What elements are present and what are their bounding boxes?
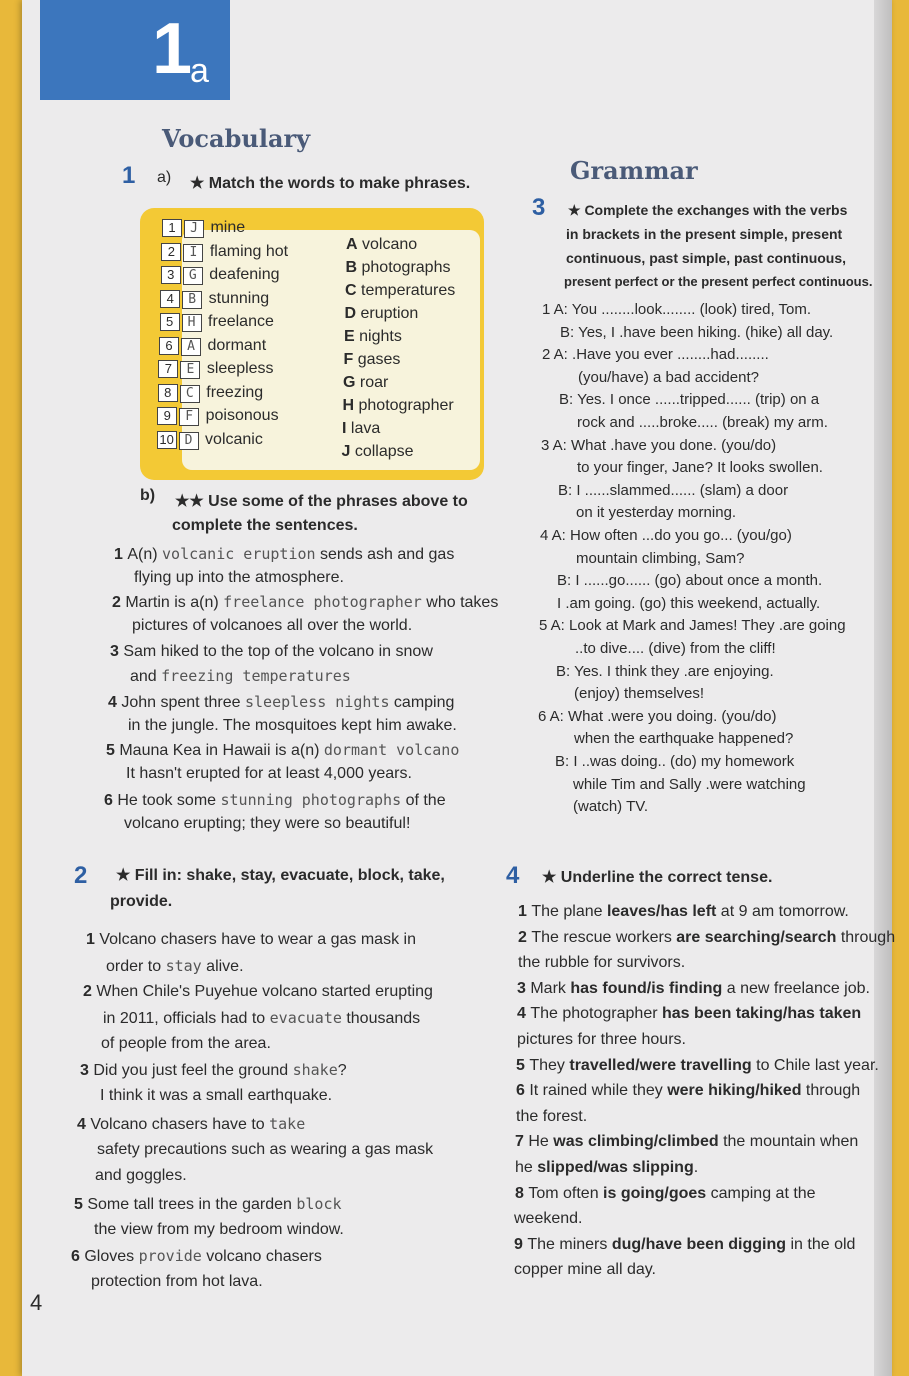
- match-word: eruption: [356, 305, 419, 322]
- exercise-2-line: [100, 1084, 332, 1108]
- exercise-4-number: 4: [506, 862, 520, 889]
- item-text: the rubble for survivors.: [518, 954, 686, 972]
- match-word: lava: [346, 420, 381, 437]
- handwritten-answer: shake: [292, 1061, 338, 1079]
- tense-choice: were hiking/hiked: [667, 1082, 802, 1100]
- sentence-text: Sam hiked to the top of the volcano in snow: [123, 643, 433, 660]
- exercise-3-instruction-2: in brackets in the present simple, present: [566, 226, 843, 242]
- exercise-4-line: [518, 926, 895, 950]
- exercise-3-line: 4 A: How often ...do you go... (you/go): [540, 527, 792, 544]
- match-right-item: [345, 279, 455, 303]
- item-number-box: 8: [158, 384, 178, 402]
- item-number: 3: [517, 979, 531, 997]
- exercise-2-line: [77, 1112, 305, 1137]
- item-text: ?: [337, 1062, 347, 1079]
- answer-letter-box: B: [182, 291, 202, 309]
- exercise-3-line: B: I ......slammed...... (slam) a door: [558, 481, 789, 499]
- exercise-3-line: (enjoy) themselves!: [574, 685, 705, 703]
- item-number: 1: [86, 931, 100, 948]
- exercise-3-instruction-4: present perfect or the present perfect continuous.: [564, 274, 873, 289]
- answer-letter-box: E: [180, 361, 200, 379]
- handwritten-answer: evacuate: [269, 1009, 342, 1027]
- item-number-box: 2: [161, 243, 181, 261]
- match-right-item: [345, 302, 419, 326]
- exercise-3-line: 2 A: .Have you ever ........had........: [542, 346, 769, 364]
- exercise-3-line: 5 A: Look at Mark and James! They .are going: [539, 617, 846, 635]
- sentence-number: 6: [104, 792, 118, 809]
- item-text: I think it was a small earthquake.: [100, 1087, 333, 1104]
- sentence-text: in the jungle. The mosquitoes kept him awake.: [128, 717, 457, 734]
- match-word: mine: [206, 219, 246, 236]
- answer-letter-box: A: [181, 338, 201, 356]
- exercise-4-instruction: ★ Underline the correct tense.: [542, 869, 773, 886]
- exercise-1-number: 1: [122, 162, 136, 189]
- match-word: freezing: [201, 383, 264, 401]
- match-right-item: [342, 417, 380, 441]
- sentence-text: Mauna Kea in Hawaii is a(n): [119, 742, 324, 759]
- exercise-4-line: [516, 1105, 587, 1129]
- item-text: volcano chasers: [201, 1248, 322, 1265]
- exercise-3-instruction-1: ★ Complete the exchanges with the verbs: [568, 202, 848, 218]
- exercise-4-line: [517, 977, 870, 1001]
- match-word: volcanic: [200, 430, 263, 448]
- match-left-item: [161, 263, 280, 287]
- exercise-3-line: B: I ..was doing.. (do) my homework: [555, 753, 795, 770]
- sentence-text: flying up into the atmosphere.: [134, 569, 344, 586]
- tense-choice: leaves/has left: [606, 903, 717, 920]
- item-text: Some tall trees in the garden: [87, 1196, 297, 1213]
- match-letter: H: [342, 397, 355, 414]
- item-text: the view from my bedroom window.: [94, 1221, 344, 1238]
- handwritten-answer: volcanic eruption: [162, 545, 316, 563]
- tense-choice: was climbing/climbed: [553, 1133, 719, 1151]
- item-text: Tom often: [528, 1184, 604, 1202]
- item-text: When Chile's Puyehue volcano started erupting: [96, 983, 433, 1000]
- item-text: Did you just feel the ground: [93, 1062, 293, 1079]
- handwritten-answer: stunning photographs: [220, 791, 402, 809]
- match-left-item: [158, 381, 263, 405]
- sentence-text: and: [130, 668, 162, 685]
- tense-choice: has found/is finding: [570, 979, 723, 997]
- item-text: the mountain when: [718, 1133, 859, 1151]
- match-letter: A: [346, 236, 358, 253]
- item-number-box: 9: [157, 407, 177, 425]
- exercise-3-line: B: Yes. I once ......tripped...... (trip) on a: [559, 391, 820, 409]
- sentence-text: of the: [401, 792, 446, 809]
- unit-tab: [40, 0, 230, 100]
- tense-choice: travelled/were travelling: [569, 1056, 752, 1074]
- item-number: 9: [514, 1235, 528, 1253]
- match-left-item: [159, 334, 266, 358]
- item-number: 2: [83, 983, 97, 1000]
- sentence-number: 5: [106, 742, 120, 759]
- item-number: 1: [518, 903, 532, 920]
- item-text: safety precautions such as wearing a gas mask: [97, 1141, 434, 1158]
- match-word: photographer: [354, 397, 454, 414]
- exercise-2-line: [106, 954, 244, 979]
- tense-choice: are searching/search: [676, 928, 837, 946]
- exercise-4-line: [515, 1130, 858, 1154]
- unit-letter: a: [190, 52, 209, 90]
- page-gutter: [874, 0, 892, 1376]
- match-word: poisonous: [201, 407, 279, 424]
- item-number: 4: [517, 1005, 531, 1023]
- match-letter: G: [343, 374, 356, 391]
- item-number: 6: [71, 1248, 85, 1265]
- item-number-box: 1: [162, 219, 182, 237]
- exercise-4-line: [517, 1028, 686, 1052]
- handwritten-answer: provide: [138, 1247, 202, 1265]
- exercise-3-line: to your finger, Jane? It looks swollen.: [577, 459, 823, 477]
- item-text: copper mine all day.: [514, 1261, 656, 1279]
- item-number-box: 4: [160, 290, 180, 308]
- exercise-4-line: [514, 1233, 855, 1257]
- exercise-2-line: [80, 1058, 347, 1083]
- match-left-item: [160, 287, 269, 311]
- sentence-text: John spent three: [121, 694, 245, 711]
- exercise-3-line: rock and .....broke..... (break) my arm.: [577, 414, 828, 431]
- item-number-box: 6: [159, 337, 179, 355]
- match-letter: I: [342, 420, 347, 437]
- match-word: volcano: [357, 236, 418, 253]
- tense-choice: is going/goes: [603, 1184, 707, 1202]
- unit-number: 1: [152, 9, 193, 89]
- item-text: It rained while they: [529, 1082, 668, 1100]
- match-word: freelance: [203, 313, 274, 330]
- sentence-text: who takes: [421, 594, 499, 611]
- tense-choice: slipped/was slipping: [537, 1159, 694, 1176]
- item-text: weekend.: [514, 1210, 583, 1228]
- exercise-3-line: while Tim and Sally .were watching: [573, 775, 806, 793]
- item-number-box: 5: [160, 313, 180, 331]
- sentence-line: [114, 542, 454, 567]
- answer-letter-box: D: [179, 432, 199, 450]
- match-word: temperatures: [356, 282, 456, 299]
- exercise-2-line: [71, 1244, 322, 1269]
- sentence-line: [134, 566, 344, 590]
- sentence-text: A(n): [127, 546, 163, 563]
- item-text: through: [801, 1082, 861, 1100]
- exercise-4-line: [514, 1207, 583, 1231]
- exercise-3-line: 1 A: You ........look........ (look) tired, Tom.: [542, 301, 812, 318]
- item-text: Mark: [530, 979, 571, 997]
- exercise-1b-instruction-1: ★★ Use some of the phrases above to: [175, 493, 468, 510]
- exercise-2-line: [103, 1006, 420, 1031]
- item-text: a new freelance job.: [722, 979, 870, 997]
- exercise-1b-label: b): [140, 487, 156, 504]
- item-text: order to: [106, 958, 166, 975]
- item-number: 4: [77, 1116, 91, 1133]
- sentence-line: [132, 614, 412, 638]
- item-text: to Chile last year.: [751, 1056, 879, 1074]
- item-number: 5: [516, 1056, 530, 1074]
- sentence-text: sends ash and gas: [315, 546, 455, 563]
- item-text: The miners: [527, 1235, 612, 1253]
- sentence-text: volcano erupting; they were so beautiful!: [124, 815, 411, 832]
- match-right-item: [342, 440, 414, 464]
- exercise-4-line: [518, 951, 685, 975]
- handwritten-answer: sleepless nights: [244, 693, 390, 711]
- exercise-2-line: and goggles.: [95, 1167, 187, 1184]
- item-number-box: 3: [161, 266, 181, 284]
- exercise-4-line: [517, 1002, 861, 1026]
- sentence-text: Martin is a(n): [125, 594, 224, 611]
- match-word: collapse: [350, 443, 414, 460]
- sentence-number: 2: [112, 594, 126, 611]
- item-text: .: [693, 1159, 699, 1176]
- exercise-4-line: [515, 1156, 698, 1180]
- exercise-3-line: B: Yes. I think they .are enjoying.: [556, 662, 774, 680]
- match-letter: F: [343, 351, 354, 368]
- exercise-4-line: [515, 1182, 816, 1206]
- item-text: pictures for three hours.: [517, 1031, 686, 1048]
- sentence-line: [104, 788, 446, 813]
- exercise-4-line: [516, 1079, 860, 1103]
- item-text: the forest.: [516, 1107, 588, 1125]
- exercise-3-line: on it yesterday morning.: [576, 504, 737, 522]
- answer-letter-box: H: [182, 314, 202, 332]
- item-text: The rescue workers: [531, 928, 677, 946]
- item-text: he: [515, 1159, 538, 1176]
- exercise-4-line: [514, 1258, 656, 1282]
- exercise-2-line: [74, 1192, 342, 1217]
- sentence-line: [126, 762, 412, 786]
- exercise-3-line: ..to dive.... (dive) from the cliff!: [575, 640, 776, 657]
- grammar-title: Grammar: [570, 156, 698, 185]
- handwritten-answer: take: [269, 1115, 306, 1133]
- item-text: The photographer: [530, 1005, 662, 1023]
- exercise-3-line: 3 A: What .have you done. (you/do): [541, 436, 777, 454]
- match-right-item: [343, 394, 454, 418]
- match-word: gases: [353, 351, 401, 368]
- item-text: protection from hot lava.: [91, 1273, 263, 1290]
- exercise-3-line: B: I ......go...... (go) about once a month.: [557, 572, 823, 590]
- handwritten-answer: dormant volcano: [323, 741, 460, 759]
- match-letter: B: [345, 259, 358, 276]
- item-number: 6: [516, 1082, 530, 1100]
- item-text: alive.: [201, 958, 244, 975]
- page-number: 4: [30, 1290, 43, 1315]
- match-word: dormant: [203, 336, 267, 354]
- exercise-3-line: mountain climbing, Sam?: [576, 549, 745, 567]
- match-word: stunning: [204, 289, 270, 307]
- exercise-3-line: (watch) TV.: [573, 798, 649, 816]
- item-number: 3: [80, 1062, 94, 1079]
- match-right-item: [346, 256, 451, 280]
- match-left-item: [158, 357, 273, 381]
- item-text: Volcano chasers have to: [90, 1116, 270, 1133]
- item-text: Gloves: [84, 1248, 139, 1265]
- match-right-item: [344, 348, 401, 372]
- sentence-text: pictures of volcanoes all over the world.: [132, 617, 413, 634]
- exercise-2-line: of people from the area.: [101, 1035, 271, 1052]
- exercise-1a-label: a): [157, 169, 172, 186]
- item-text: thousands: [341, 1010, 421, 1027]
- exercise-2-line: [86, 928, 416, 952]
- vocabulary-title: Vocabulary: [162, 124, 311, 153]
- exercise-3-line: (you/have) a bad accident?: [578, 368, 759, 386]
- exercise-2-number: 2: [74, 862, 88, 889]
- exercise-1a-instruction: ★ Match the words to make phrases.: [190, 175, 471, 192]
- sentence-line: [124, 812, 410, 836]
- exercise-2-line: [94, 1218, 344, 1242]
- exercise-2-line: [97, 1138, 433, 1162]
- sentence-line: [108, 690, 454, 715]
- item-number-box: 10: [157, 431, 177, 449]
- item-text: They: [529, 1056, 570, 1074]
- match-word: roar: [355, 374, 389, 391]
- item-text: through: [836, 928, 896, 946]
- answer-letter-box: I: [183, 244, 203, 262]
- sentence-line: [110, 640, 433, 664]
- sentence-line: [106, 738, 459, 763]
- match-word: nights: [354, 328, 402, 345]
- match-right-item: [344, 325, 402, 349]
- handwritten-answer: stay: [165, 957, 202, 975]
- tense-choice: has been taking/has taken: [662, 1005, 862, 1023]
- item-text: The plane: [531, 903, 607, 920]
- sentence-number: 3: [110, 643, 124, 660]
- item-text: He: [528, 1133, 554, 1151]
- answer-letter-box: J: [184, 220, 204, 238]
- exercise-4-line: [516, 1054, 879, 1078]
- answer-letter-box: C: [180, 385, 200, 403]
- exercise-2-line: [83, 980, 433, 1004]
- item-number: 7: [515, 1133, 529, 1151]
- exercise-3-line: when the earthquake happened?: [574, 730, 794, 748]
- answer-letter-box: G: [183, 267, 203, 285]
- exercise-4-line: [518, 900, 849, 924]
- sentence-line: [130, 664, 351, 689]
- exercise-3-line: I .am going. (go) this weekend, actually.: [557, 594, 821, 612]
- match-letter: C: [345, 282, 357, 299]
- match-left-item: [161, 240, 288, 264]
- exercise-3-line: 6 A: What .were you doing. (you/do): [538, 707, 777, 725]
- sentence-number: 1: [114, 546, 128, 563]
- item-text: in 2011, officials had to: [103, 1010, 270, 1027]
- handwritten-answer: block: [296, 1195, 342, 1213]
- item-number: 8: [515, 1184, 529, 1202]
- handwritten-answer: freezing temperatures: [161, 667, 351, 685]
- handwritten-answer: freelance photographer: [223, 593, 422, 611]
- item-number: 2: [518, 928, 532, 946]
- sentence-text: camping: [389, 694, 455, 711]
- match-word: sleepless: [202, 360, 274, 377]
- exercise-2-instruction-1: ★ Fill in: shake, stay, evacuate, block, take,: [116, 867, 445, 884]
- item-number-box: 7: [158, 360, 178, 378]
- exercise-3-line: B: Yes, I .have been hiking. (hike) all day.: [560, 323, 834, 341]
- tense-choice: dug/have been digging: [611, 1235, 787, 1253]
- exercise-3-number: 3: [532, 194, 546, 221]
- exercise-3-instruction-3: continuous, past simple, past continuous,: [566, 250, 847, 266]
- match-letter: D: [344, 305, 357, 322]
- match-left-item: [162, 216, 245, 240]
- match-right-item: [346, 233, 417, 257]
- match-letter: J: [341, 443, 351, 460]
- item-text: at 9 am tomorrow.: [716, 903, 849, 920]
- match-left-item: [157, 404, 278, 428]
- match-letter: E: [344, 328, 355, 345]
- item-number: 5: [74, 1196, 88, 1213]
- item-text: Volcano chasers have to wear a gas mask in: [99, 931, 416, 948]
- match-left-item: [157, 428, 263, 452]
- match-word: deafening: [204, 266, 280, 283]
- match-word: flaming hot: [205, 242, 289, 260]
- match-word: photographs: [357, 259, 451, 276]
- match-left-item: [160, 310, 274, 334]
- match-right-item: [343, 371, 388, 395]
- sentence-text: He took some: [117, 792, 221, 809]
- sentence-line: [112, 590, 498, 615]
- sentence-line: [128, 714, 457, 738]
- sentence-text: It hasn't erupted for at least 4,000 years.: [126, 765, 412, 782]
- item-text: in the old: [786, 1235, 856, 1253]
- exercise-2-line: [91, 1270, 263, 1294]
- exercise-1b-instruction-2: complete the sentences.: [172, 517, 358, 534]
- item-text: camping at the: [706, 1184, 816, 1202]
- answer-letter-box: F: [179, 408, 199, 426]
- exercise-2-instruction-2: provide.: [110, 893, 173, 910]
- sentence-number: 4: [108, 694, 122, 711]
